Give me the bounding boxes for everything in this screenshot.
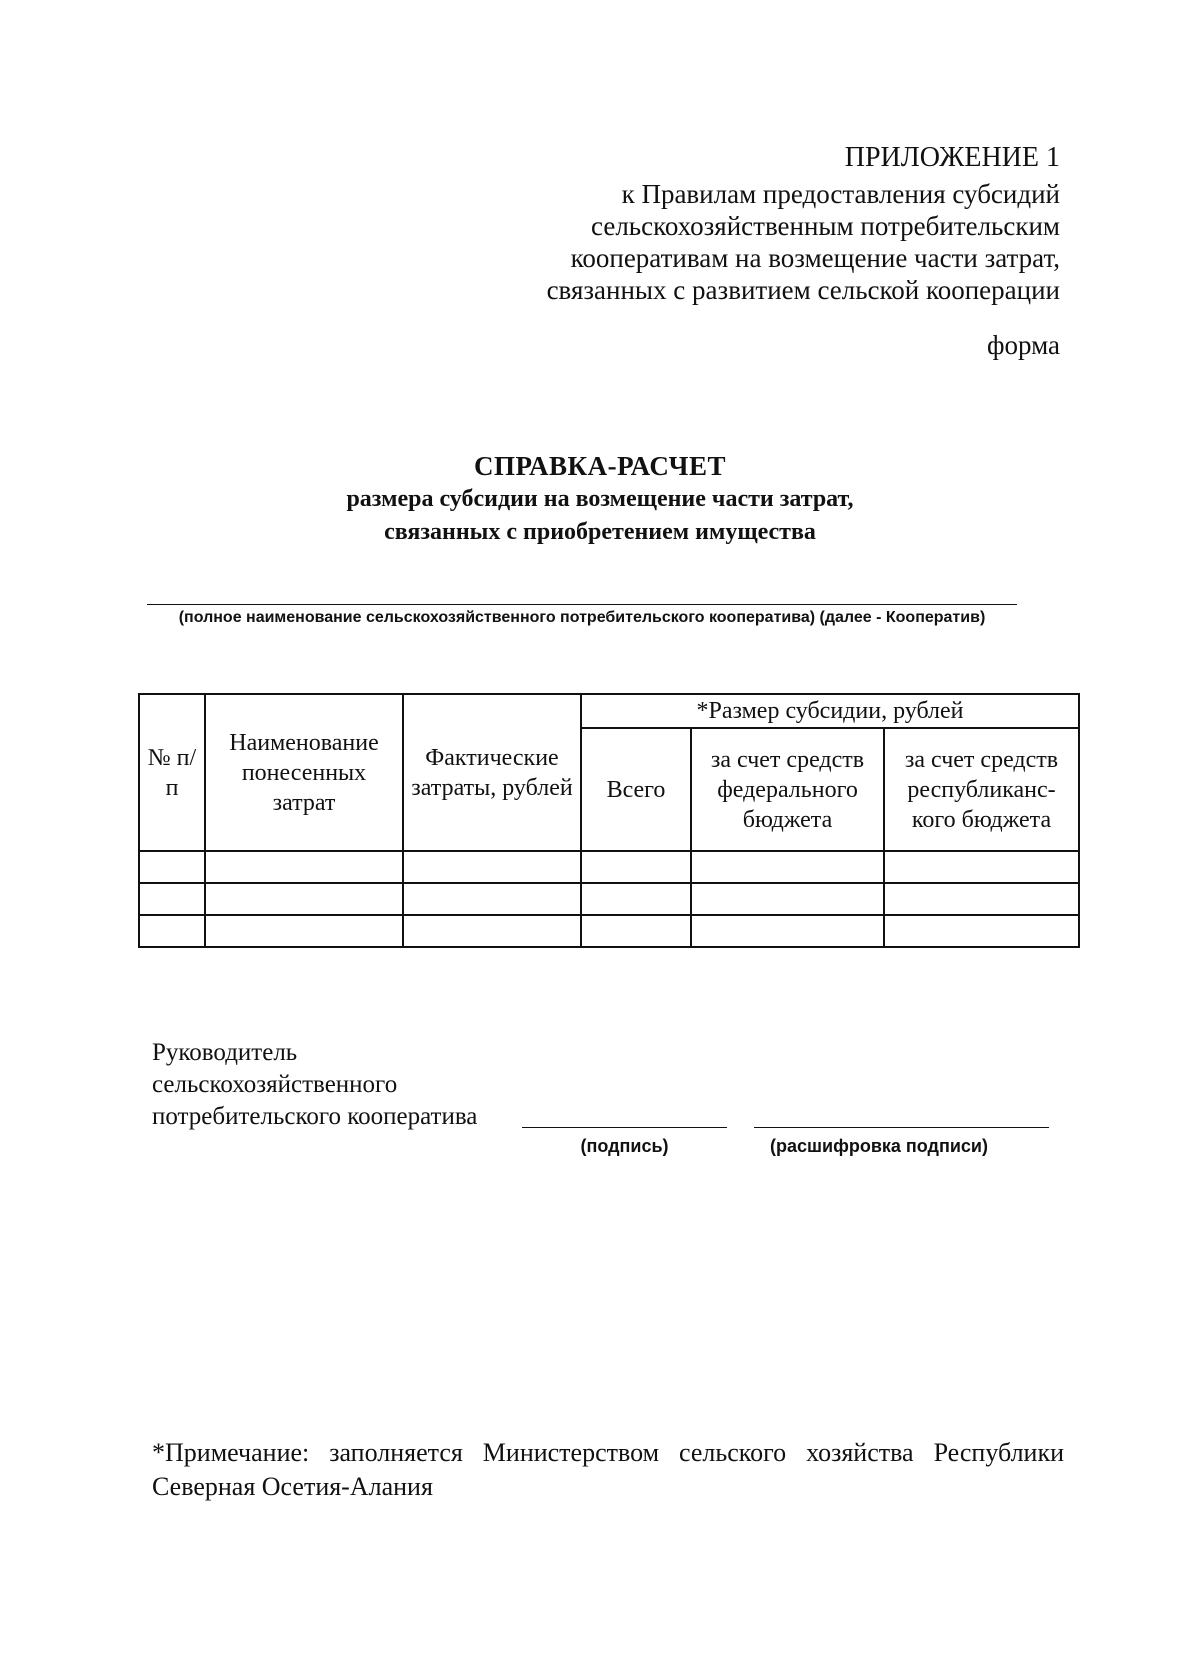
signature-line-text: Руководитель (152, 1039, 298, 1066)
cooperative-name-caption: (полное наименование сельскохозяйственного потребительского кооператива) (далее - Кооператив) (178, 609, 986, 626)
header-actual-costs: Фактические затраты, рублей (403, 694, 581, 851)
document-title (0, 450, 1200, 549)
title-subline: размера субсидии на возмещение части затрат, (346, 486, 854, 512)
header-expense-name: Наименование понесенных затрат (205, 694, 403, 851)
header-total: Всего (581, 728, 691, 851)
title-main: СПРАВКА-РАСЧЕТ (474, 451, 726, 481)
signature-decoding-caption: (расшифровка подписи) (770, 1136, 988, 1156)
title-subline: связанных с приобретением имущества (384, 519, 816, 545)
signature-decoding-field[interactable] (754, 1127, 1049, 1128)
table-cell[interactable] (581, 915, 691, 947)
table-row (139, 883, 1079, 915)
header-subsidy-amount: *Размер субсидии, рублей (581, 694, 1079, 728)
table-cell[interactable] (139, 851, 205, 883)
appendix-header (547, 140, 1060, 306)
table-cell[interactable] (884, 883, 1079, 915)
header-federal-budget: за счет средств федерального бюджета (691, 728, 884, 851)
table-cell[interactable] (691, 883, 884, 915)
table-cell[interactable] (205, 915, 403, 947)
header-republic-budget: за счет средств республиканс-кого бюджета (884, 728, 1079, 851)
cooperative-name-field[interactable] (147, 604, 1017, 605)
signature-block (152, 1037, 477, 1133)
table-cell[interactable] (884, 915, 1079, 947)
appendix-line: кооперативам на возмещение части затрат, (570, 243, 1060, 273)
signature-line-text: потребительского кооператива (152, 1103, 478, 1130)
appendix-line: сельскохозяйственным потребительским (591, 211, 1060, 241)
table-cell[interactable] (139, 915, 205, 947)
appendix-title: ПРИЛОЖЕНИЕ 1 (844, 142, 1060, 173)
subsidy-table (138, 693, 1080, 948)
signature-caption: (подпись) (580, 1136, 669, 1156)
table-cell[interactable] (691, 851, 884, 883)
table-row (139, 915, 1079, 947)
table-row (139, 851, 1079, 883)
table-cell[interactable] (139, 883, 205, 915)
header-number: № п/п (139, 694, 205, 851)
signature-line-text: сельскохозяйственного (152, 1071, 398, 1098)
table-cell[interactable] (403, 915, 581, 947)
table-cell[interactable] (205, 851, 403, 883)
table-cell[interactable] (403, 851, 581, 883)
table-cell[interactable] (691, 915, 884, 947)
signature-field[interactable] (522, 1127, 727, 1128)
form-label: форма (987, 330, 1060, 360)
table-cell[interactable] (205, 883, 403, 915)
table-cell[interactable] (581, 883, 691, 915)
table-cell[interactable] (403, 883, 581, 915)
appendix-line: к Правилам предоставления субсидий (621, 179, 1060, 209)
table-cell[interactable] (884, 851, 1079, 883)
appendix-line: связанных с развитием сельской кооперации (546, 275, 1060, 305)
table-cell[interactable] (581, 851, 691, 883)
footnote: *Примечание: заполняется Министерством сельского хозяйства Республики Северная Осетия-Алания (152, 1438, 1064, 1501)
